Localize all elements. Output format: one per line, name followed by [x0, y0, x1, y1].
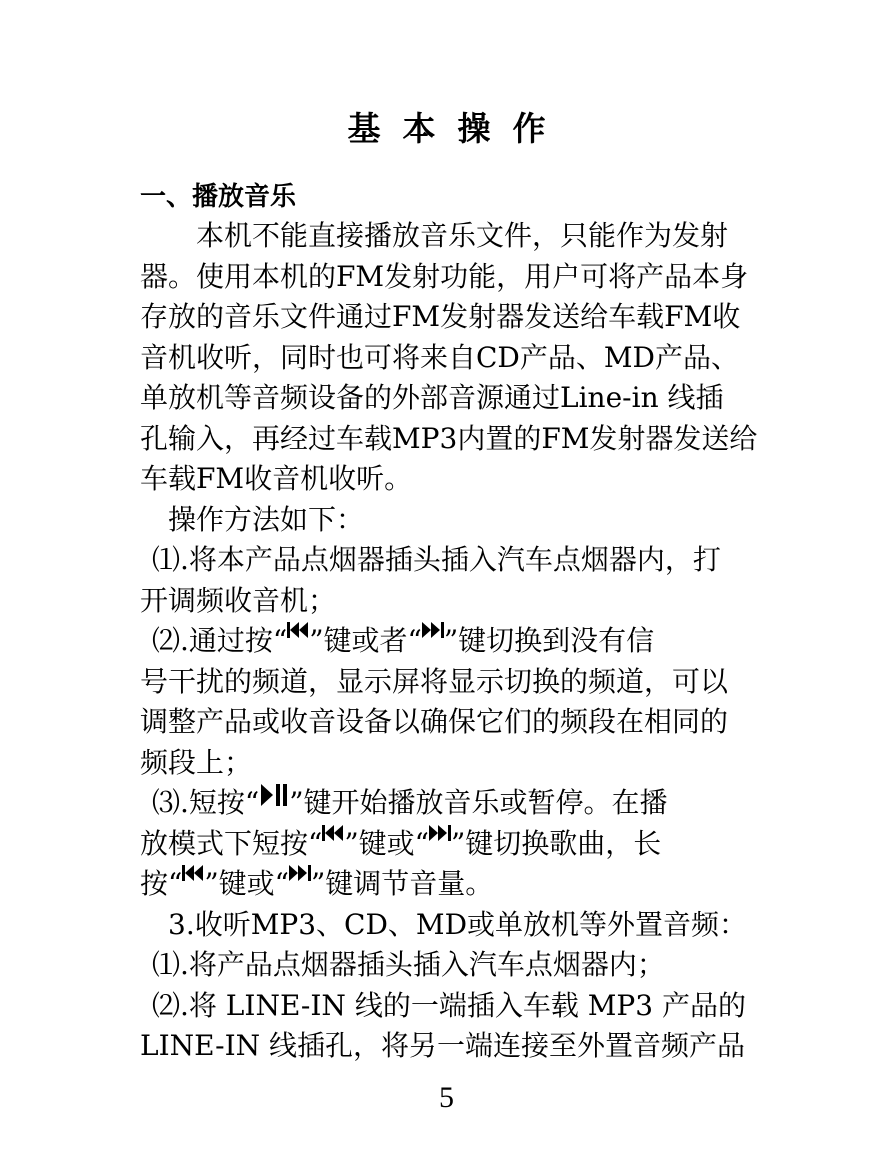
text-span: ”键开始播放音乐或暂停。在播 [289, 786, 668, 819]
next-track-icon [422, 621, 444, 639]
text-span: ”键切换歌曲，长 [450, 826, 662, 860]
text-line: 号干扰的频道，显示屏将显示切换的频道，可以 [140, 664, 729, 698]
next-track-icon [429, 824, 451, 842]
next-track-icon [289, 864, 311, 882]
text-line: 本机不能直接播放音乐文件，只能作为发射 [196, 219, 729, 252]
previous-track-icon [287, 621, 309, 639]
text-line: 孔输入，再经过车载MP3内置的FM发射器发送给 [140, 421, 758, 455]
text-span: ”键或“ [204, 867, 289, 900]
text-line: 音机收听，同时也可将来自CD产品、MD产品、 [140, 340, 739, 374]
page-number: 5 [439, 1081, 454, 1114]
text-line: 存放的音乐文件通过FM发射器发送给车载FM收 [140, 300, 741, 333]
text-span: ⑵.通过按“ [152, 624, 288, 657]
page-title: 基本操作 [347, 109, 568, 148]
text-span: 放模式下短按“ [140, 826, 323, 860]
text-span: ”键切换到没有信 [443, 624, 655, 657]
previous-track-icon [182, 864, 204, 882]
text-line: 开调频收音机； [140, 583, 337, 617]
method-title: 操作方法如下： [168, 502, 365, 536]
text-span: ”键或“ [344, 826, 429, 860]
text-line: 单放机等音频设备的外部音源通过Line-in 线插 [140, 381, 724, 414]
text-line: 频段上； [140, 745, 253, 779]
previous-track-icon [322, 824, 344, 842]
text-line: ⑵.将 LINE-IN 线的一端插入车载 MP3 产品的 [152, 988, 746, 1022]
text-span: ”键调节音量。 [310, 867, 494, 900]
text-line: 器。使用本机的FM发射功能，用户可将产品本身 [140, 259, 749, 293]
text-line [140, 864, 755, 905]
text-line: ⑴.将本产品点烟器插头插入汽车点烟器内，打 [152, 543, 721, 576]
play-pause-icon [259, 783, 289, 807]
step2-line [140, 621, 755, 662]
text-line: 车载FM收音机收听。 [140, 462, 413, 495]
text-span: 按“ [140, 867, 183, 900]
text-span: ⑶.短按“ [152, 786, 260, 819]
text-span: ”键或者“ [309, 624, 422, 657]
text-line: LINE-IN 线插孔，将另一端连接至外置音频产品 [140, 1029, 746, 1062]
text-line: 3.收听MP3、CD、MD或单放机等外置音频： [168, 907, 748, 941]
body-text [140, 216, 758, 1067]
step3-line [140, 783, 755, 824]
text-line: ⑴.将产品点烟器插头插入汽车点烟器内； [152, 948, 665, 981]
text-line: 调整产品或收音设备以确保它们的频段在相同的 [140, 705, 729, 738]
section-heading: 一、播放音乐 [140, 182, 297, 212]
text-line [140, 824, 755, 865]
